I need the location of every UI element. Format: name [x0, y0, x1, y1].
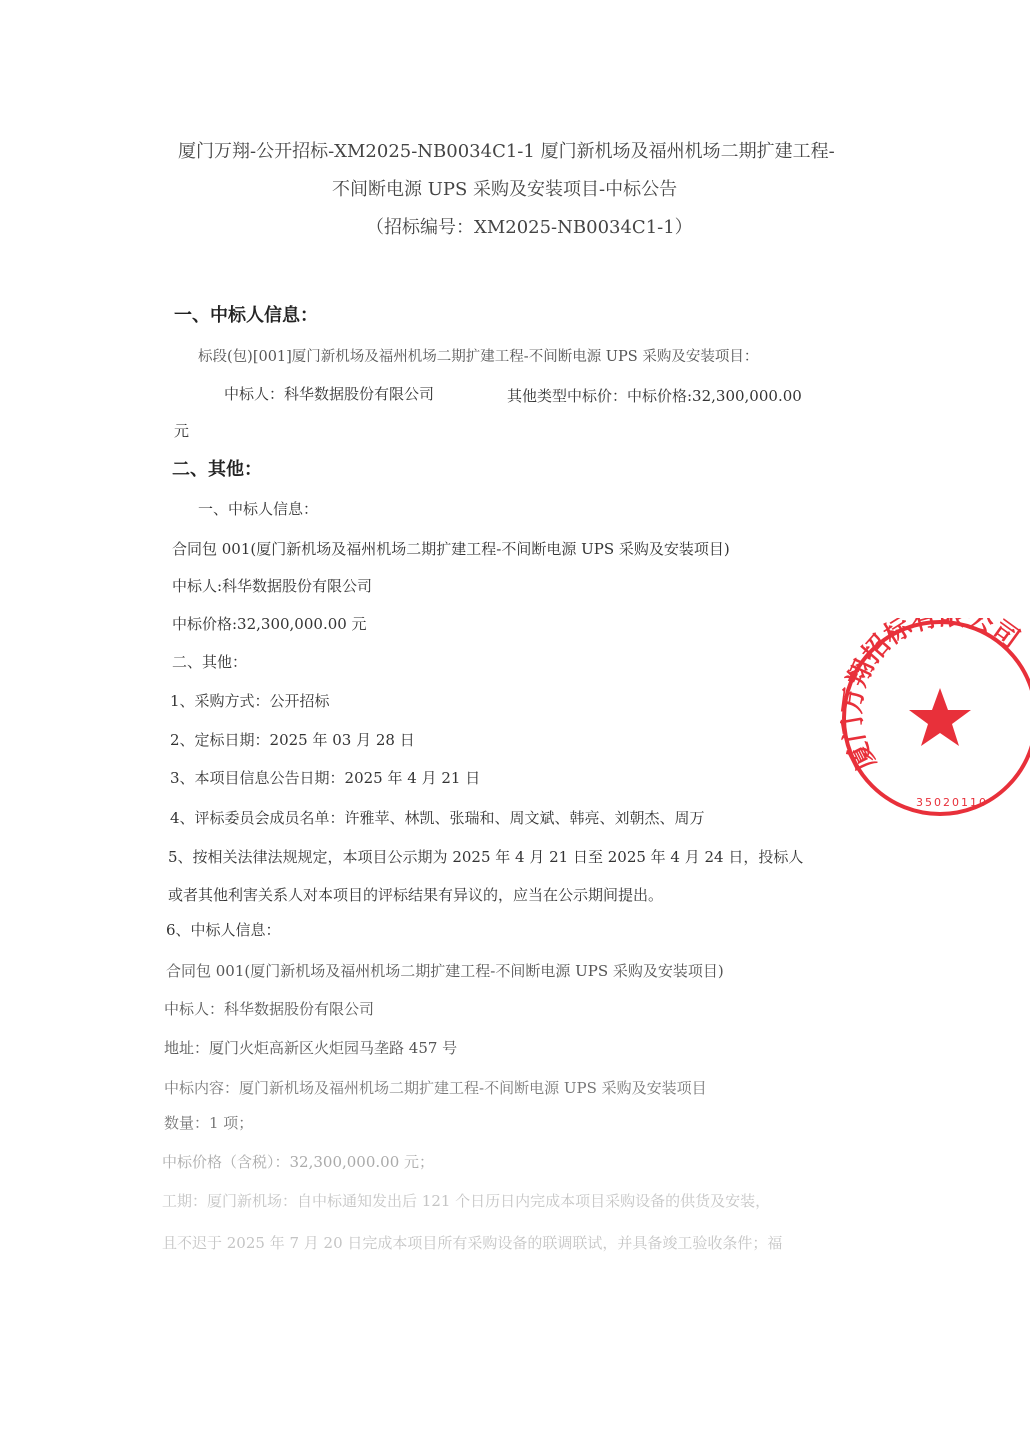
item-3: 3、本项目信息公告日期：2025 年 4 月 21 日: [170, 769, 481, 787]
seal-graphic: [840, 618, 1030, 818]
section2-contract: 合同包 001(厦门新机场及福州机场二期扩建工程-不间断电源 UPS 采购及安装项目): [172, 540, 730, 558]
title-line-2: 不间断电源 UPS 采购及安装项目-中标公告: [332, 179, 678, 200]
seal-star-icon: [909, 688, 971, 746]
winner-2: 中标人：科华数据股份有限公司: [164, 1000, 375, 1018]
item-5-line-1: 5、按相关法律法规规定，本项目公示期为 2025 年 4 月 21 日至 2025 年 4 月 24 日，投标人: [168, 848, 804, 866]
section2-sub1-heading: 一、中标人信息：: [198, 500, 319, 518]
title-line-1: 厦门万翔-公开招标-XM2025-NB0034C1-1 厦门新机场及福州机场二期扩建工程-: [178, 141, 835, 162]
period-line-1: 工期：厦门新机场：自中标通知发出后 121 个日历日内完成本项目采购设备的供货及安装，: [162, 1192, 771, 1210]
address: 地址：厦门火炬高新区火炬园马垄路 457 号: [164, 1039, 458, 1057]
section1-price: 其他类型中标价：中标价格:32,300,000.00: [507, 387, 802, 405]
quantity: 数量：1 项；: [164, 1114, 254, 1132]
item-4: 4、评标委员会成员名单：许雅苹、林凯、张瑞和、周文斌、韩亮、刘朝杰、周万: [170, 809, 705, 827]
section2-heading: 二、其他：: [172, 459, 262, 480]
section2-price: 中标价格:32,300,000.00 元: [172, 615, 367, 633]
seal-code: 35020110: [916, 796, 988, 809]
section1-winner: 中标人：科华数据股份有限公司: [224, 385, 435, 403]
price-with-tax: 中标价格（含税）：32,300,000.00 元；: [162, 1153, 435, 1171]
section2-winner: 中标人:科华数据股份有限公司: [172, 577, 373, 595]
section1-lot: 标段(包)[001]厦门新机场及福州机场二期扩建工程-不间断电源 UPS 采购及安装项目：: [198, 349, 759, 365]
item-6: 6、中标人信息：: [166, 921, 281, 939]
period-line-2: 且不迟于 2025 年 7 月 20 日完成本项目所有采购设备的联调联试，并具备竣工验收条件；福: [162, 1234, 783, 1252]
bid-content: 中标内容：厦门新机场及福州机场二期扩建工程-不间断电源 UPS 采购及安装项目: [164, 1079, 707, 1097]
item-1: 1、采购方式：公开招标: [170, 692, 330, 710]
section2-sub2-heading: 二、其他：: [172, 653, 248, 671]
item-2: 2、定标日期：2025 年 03 月 28 日: [170, 731, 415, 749]
title-line-3: （招标编号：XM2025-NB0034C1-1）: [366, 217, 693, 238]
company-seal: [840, 618, 1030, 818]
section1-price-unit: 元: [174, 422, 190, 440]
contract-2: 合同包 001(厦门新机场及福州机场二期扩建工程-不间断电源 UPS 采购及安装项目): [166, 962, 724, 980]
seal-text: 厦门万翔招标有 公司: [840, 618, 1025, 775]
section1-heading: 一、中标人信息：: [174, 305, 318, 326]
item-5-line-2: 或者其他利害关系人对本项目的评标结果有异议的，应当在公示期间提出。: [168, 886, 664, 904]
